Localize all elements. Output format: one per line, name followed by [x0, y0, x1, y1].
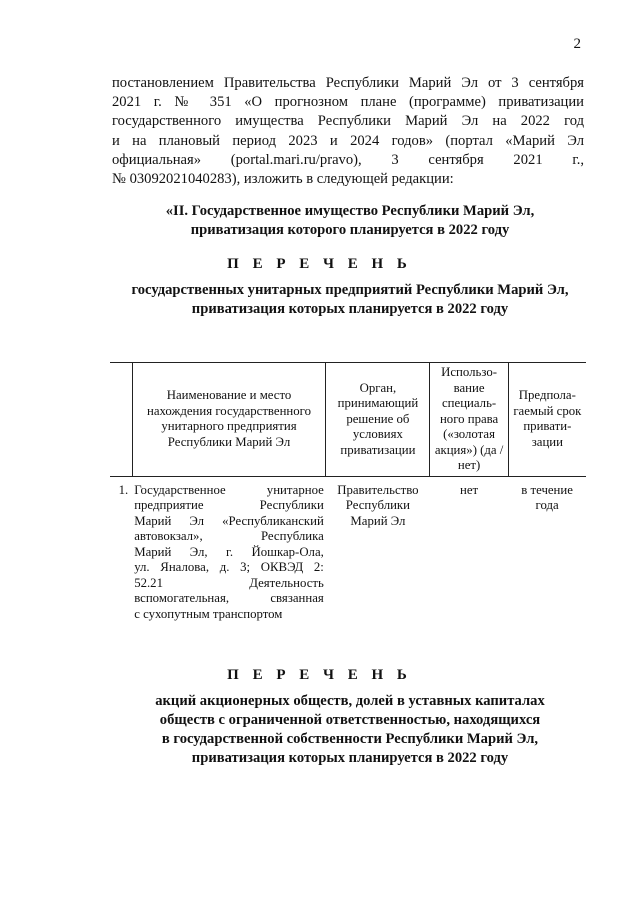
list1-subtitle-line: приватизация которых планируется в 2022 году	[191, 301, 509, 317]
list2-subtitle-line: обществ с ограниченной ответственностью, находящихся	[159, 712, 541, 728]
row-name-line: ул. Яналова, д. 3; ОКВЭД 2:	[134, 560, 324, 574]
list2-subtitle-line: в государственной собственности Республики Марий Эл,	[161, 731, 539, 747]
row-golden-share: нет	[460, 482, 479, 497]
list2-subtitle-line: акций акционерных обществ, долей в уставных капиталах	[155, 693, 545, 709]
row-name-line: 52.21 Деятельность	[134, 575, 324, 590]
section-heading-line: «II. Государственное имущество Республики Марий Эл,	[165, 203, 535, 219]
list2-subtitle-line: приватизация которых планируется в 2022 году	[191, 750, 509, 766]
intro-line: 2021 г. № 351 «О прогнозном плане (программе) приватизации	[112, 94, 584, 111]
row-name-line: вспомогательная, связанная	[134, 591, 324, 605]
row-term: в течение года	[521, 482, 573, 512]
intro-line: постановлением Правительства Республики Марий Эл от 3 сентября	[112, 75, 584, 91]
section-heading	[60, 202, 639, 240]
row-organ: Правительство Республики Марий Эл	[337, 482, 419, 528]
row-name-line: с сухопутным транспортом	[134, 606, 283, 621]
row-name-line: Марий Эл «Республиканский	[134, 513, 324, 528]
row-name-line: предприятие Республики	[134, 498, 324, 512]
row-num: 1.	[118, 482, 129, 497]
row-name-line: Марий Эл, г. Йошкар-Ола,	[134, 544, 324, 559]
header-golden-share: Использо-вание специаль-ного права («золотая акция») (да / нет)	[430, 363, 508, 477]
row-name-line: автовокзал», Республика	[134, 529, 324, 543]
row-name-line: Государственное унитарное	[134, 482, 324, 497]
header-organ: Орган, принимающий решение об условиях приватизации	[326, 363, 430, 477]
header-name: Наименование и место нахождения государственного унитарного предприятия Республики Марий Эл	[132, 363, 326, 477]
intro-line: официальная» (portal.mari.ru/pravo), 3 сентября 2021 г.,	[112, 151, 584, 168]
section-heading-line: приватизация которого планируется в 2022 году	[190, 222, 510, 239]
list1-subtitle	[60, 281, 639, 319]
table-header-row	[110, 363, 586, 477]
row-name	[132, 476, 326, 622]
intro-line: государственного имущества Республики Марий Эл на 2022 год	[112, 113, 584, 130]
page-number: 2	[573, 36, 581, 52]
header-num	[110, 363, 132, 477]
header-term: Предпола-гаемый срок привати-зации	[508, 363, 586, 477]
list1-title: П Е Р Е Ч Е Н Ь	[227, 256, 412, 272]
enterprises-table	[110, 362, 586, 622]
intro-paragraph	[112, 74, 584, 189]
list1-subtitle-line: государственных унитарных предприятий Республики Марий Эл,	[131, 282, 569, 298]
intro-line: № 03092021040283), изложить в следующей редакции:	[112, 171, 454, 188]
list2-title: П Е Р Е Ч Е Н Ь	[227, 667, 412, 683]
intro-line: и на плановый период 2023 и 2024 годов» (портал «Марий Эл	[112, 132, 584, 149]
table-row	[110, 476, 586, 622]
list2-subtitle	[60, 692, 639, 768]
